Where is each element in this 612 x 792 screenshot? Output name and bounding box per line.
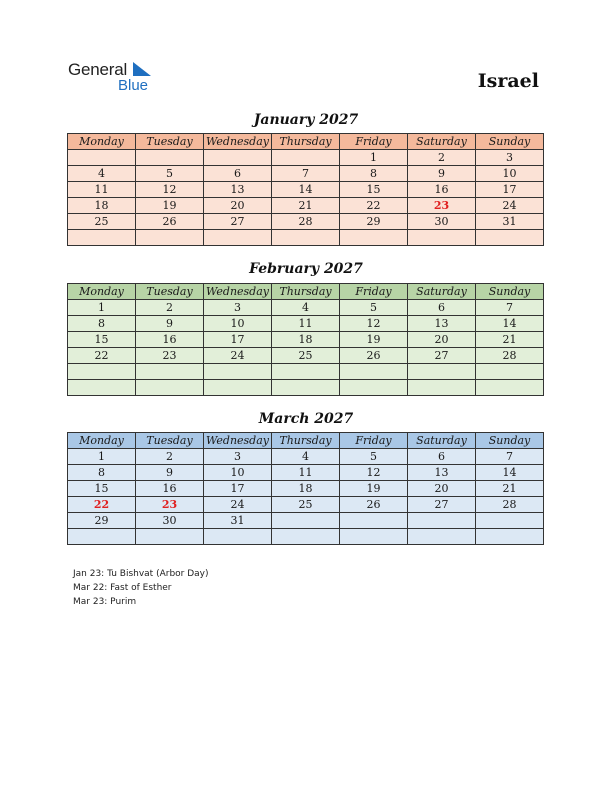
day-cell: 14 [476,316,544,332]
day-cell: 23 [408,198,476,214]
day-cell [204,230,272,246]
day-cell: 15 [340,182,408,198]
weekday-header: Wednesday [204,284,272,300]
day-cell: 18 [68,198,136,214]
day-cell: 7 [272,166,340,182]
day-cell: 1 [68,300,136,316]
day-cell [136,150,204,166]
month-calendar-table [67,283,544,396]
day-cell [136,380,204,396]
day-cell [136,230,204,246]
week-row [68,513,544,529]
day-cell: 28 [476,348,544,364]
day-cell: 8 [340,166,408,182]
day-cell [476,230,544,246]
day-cell [68,529,136,545]
day-cell: 16 [136,481,204,497]
weekday-header: Sunday [476,433,544,449]
day-cell: 20 [408,481,476,497]
month-calendar-table [67,432,544,545]
day-cell [272,150,340,166]
day-cell: 20 [408,332,476,348]
day-cell [136,529,204,545]
day-cell [476,380,544,396]
day-cell: 3 [476,150,544,166]
day-cell: 26 [136,214,204,230]
day-cell: 24 [476,198,544,214]
month-title: March 2027 [258,411,354,427]
week-row [68,465,544,481]
day-cell: 27 [204,214,272,230]
week-row [68,182,544,198]
week-row [68,449,544,465]
day-cell: 4 [272,449,340,465]
logo-text-general: General [68,60,128,79]
day-cell [408,380,476,396]
week-row [68,150,544,166]
day-cell: 21 [476,481,544,497]
month-calendar-table [67,133,544,246]
week-row [68,348,544,364]
day-cell: 29 [68,513,136,529]
week-row [68,230,544,246]
day-cell: 2 [136,449,204,465]
weekday-header: Saturday [408,134,476,150]
weekday-header-row [68,433,544,449]
day-cell: 14 [476,465,544,481]
weekday-header: Friday [340,284,408,300]
day-cell: 9 [408,166,476,182]
day-cell: 10 [204,316,272,332]
weekday-header: Sunday [476,284,544,300]
day-cell [340,230,408,246]
weekday-header: Tuesday [136,284,204,300]
day-cell: 2 [136,300,204,316]
day-cell: 31 [204,513,272,529]
weekday-header-row [68,134,544,150]
weekday-header: Tuesday [136,134,204,150]
week-row [68,300,544,316]
weekday-header: Friday [340,433,408,449]
day-cell: 22 [68,497,136,513]
day-cell: 4 [68,166,136,182]
day-cell: 24 [204,497,272,513]
day-cell: 25 [68,214,136,230]
day-cell: 1 [340,150,408,166]
day-cell: 21 [272,198,340,214]
day-cell: 17 [204,332,272,348]
day-cell [68,364,136,380]
day-cell: 1 [68,449,136,465]
day-cell: 3 [204,300,272,316]
day-cell: 18 [272,332,340,348]
day-cell: 8 [68,316,136,332]
holiday-note: Jan 23: Tu Bishvat (Arbor Day) [73,569,209,579]
week-row [68,364,544,380]
weekday-header: Wednesday [204,433,272,449]
day-cell: 14 [272,182,340,198]
weekday-header: Tuesday [136,433,204,449]
weekday-header: Thursday [272,284,340,300]
day-cell [272,380,340,396]
holiday-note: Mar 22: Fast of Esther [73,583,172,593]
day-cell [68,230,136,246]
weekday-header: Wednesday [204,134,272,150]
day-cell [68,150,136,166]
day-cell: 16 [136,332,204,348]
day-cell: 19 [340,332,408,348]
day-cell: 25 [272,348,340,364]
day-cell: 12 [136,182,204,198]
day-cell: 31 [476,214,544,230]
day-cell: 23 [136,497,204,513]
day-cell [476,513,544,529]
day-cell [204,529,272,545]
day-cell [476,364,544,380]
weekday-header: Thursday [272,433,340,449]
day-cell: 9 [136,465,204,481]
day-cell: 30 [136,513,204,529]
day-cell: 28 [272,214,340,230]
week-row [68,481,544,497]
day-cell: 28 [476,497,544,513]
day-cell [340,380,408,396]
holiday-notes [73,567,209,609]
day-cell [340,364,408,380]
week-row [68,332,544,348]
weekday-header: Saturday [408,284,476,300]
day-cell [136,364,204,380]
generalblue-logo [68,60,168,96]
day-cell: 5 [136,166,204,182]
weekday-header: Sunday [476,134,544,150]
day-cell: 2 [408,150,476,166]
day-cell [68,380,136,396]
month-title: January 2027 [253,112,359,128]
day-cell: 7 [476,300,544,316]
day-cell [272,529,340,545]
day-cell: 19 [340,481,408,497]
logo-triangle-icon [133,62,153,78]
day-cell: 16 [408,182,476,198]
day-cell: 15 [68,332,136,348]
day-cell: 8 [68,465,136,481]
day-cell: 5 [340,300,408,316]
day-cell [204,364,272,380]
weekday-header: Monday [68,134,136,150]
day-cell: 6 [408,449,476,465]
day-cell: 27 [408,348,476,364]
day-cell: 12 [340,465,408,481]
weekday-header: Monday [68,284,136,300]
weekday-header-row [68,284,544,300]
day-cell [340,529,408,545]
day-cell: 11 [272,465,340,481]
holiday-note: Mar 23: Purim [73,597,137,607]
day-cell: 17 [204,481,272,497]
month-title: February 2027 [249,261,363,277]
day-cell: 6 [408,300,476,316]
day-cell [272,364,340,380]
weekday-header: Friday [340,134,408,150]
day-cell [340,513,408,529]
day-cell [204,150,272,166]
day-cell: 25 [272,497,340,513]
day-cell [476,529,544,545]
day-cell [408,364,476,380]
weekday-header: Saturday [408,433,476,449]
day-cell: 24 [204,348,272,364]
day-cell: 27 [408,497,476,513]
week-row [68,497,544,513]
day-cell: 30 [408,214,476,230]
week-row [68,529,544,545]
day-cell [408,230,476,246]
day-cell [408,529,476,545]
day-cell: 15 [68,481,136,497]
day-cell [204,380,272,396]
day-cell: 26 [340,348,408,364]
day-cell: 13 [204,182,272,198]
weekday-header: Monday [68,433,136,449]
weekday-header: Thursday [272,134,340,150]
day-cell: 11 [272,316,340,332]
day-cell: 7 [476,449,544,465]
week-row [68,198,544,214]
day-cell [408,513,476,529]
day-cell: 10 [476,166,544,182]
day-cell: 9 [136,316,204,332]
day-cell [272,230,340,246]
day-cell: 6 [204,166,272,182]
day-cell: 11 [68,182,136,198]
week-row [68,316,544,332]
day-cell: 26 [340,497,408,513]
day-cell: 20 [204,198,272,214]
day-cell: 29 [340,214,408,230]
day-cell: 13 [408,465,476,481]
day-cell: 4 [272,300,340,316]
day-cell: 21 [476,332,544,348]
day-cell: 19 [136,198,204,214]
day-cell [272,513,340,529]
day-cell: 18 [272,481,340,497]
day-cell: 5 [340,449,408,465]
week-row [68,214,544,230]
day-cell: 10 [204,465,272,481]
day-cell: 17 [476,182,544,198]
week-row [68,166,544,182]
day-cell: 23 [136,348,204,364]
day-cell: 12 [340,316,408,332]
week-row [68,380,544,396]
day-cell: 22 [340,198,408,214]
logo-text-blue: Blue [118,77,149,94]
day-cell: 22 [68,348,136,364]
day-cell: 13 [408,316,476,332]
country-title: Israel [477,70,539,92]
day-cell: 3 [204,449,272,465]
